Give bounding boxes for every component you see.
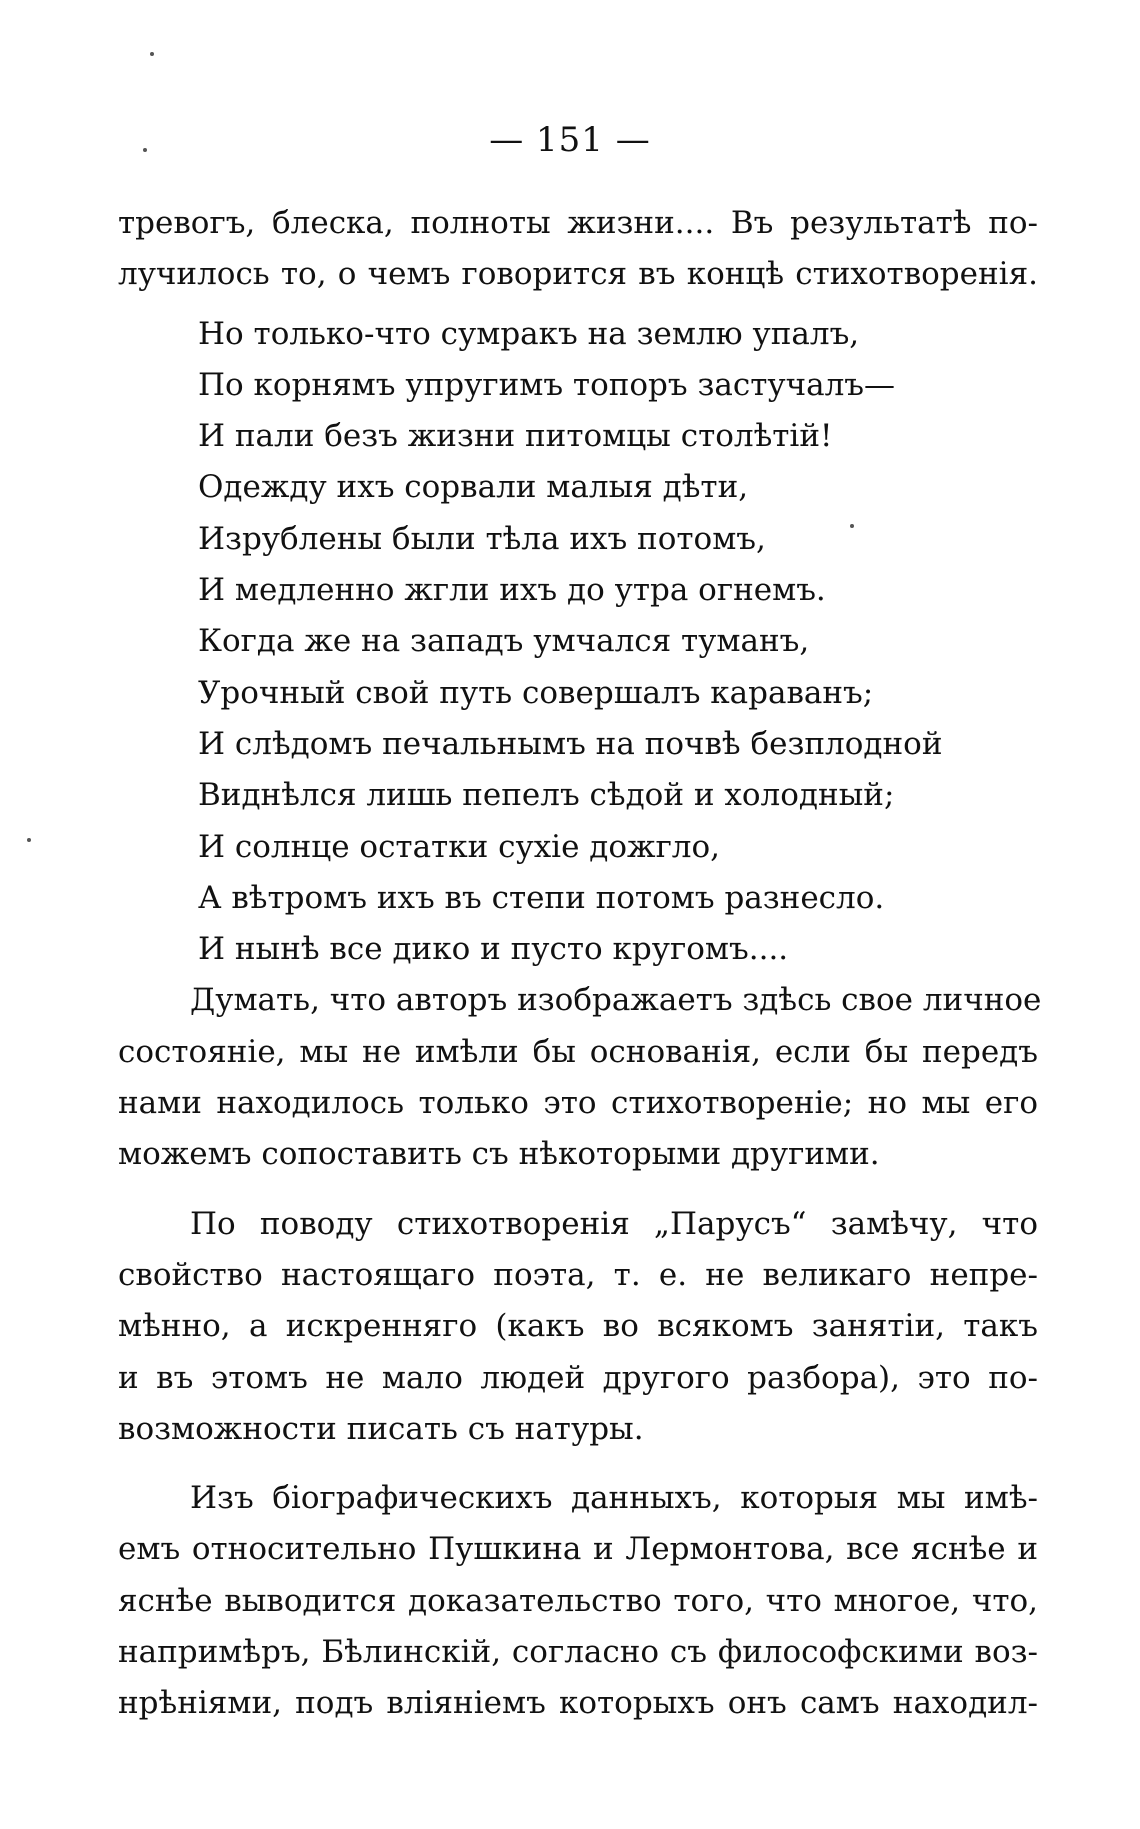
verse-line: Изрублены были тѣла ихъ потомъ,: [198, 520, 766, 557]
text-line: лучилось то, о чемъ говорится въ концѣ стихотворенія.: [118, 256, 1038, 293]
text-line: и въ этомъ не мало людей другого разбора), это по-: [118, 1359, 1038, 1396]
verse-line: И пали безъ жизни питомцы столѣтій!: [198, 418, 833, 455]
verse-line: Одежду ихъ сорвали малыя дѣти,: [198, 469, 749, 506]
text-line: нами находилось только это стихотвореніе; но мы его: [118, 1085, 1038, 1122]
verse-line: Урочный свой путь совершалъ караванъ;: [198, 674, 874, 711]
text-line: Изъ біографическихъ данныхъ, которыя мы имѣ-: [190, 1480, 1038, 1517]
verse-line: Но только-что сумракъ на землю упалъ,: [198, 315, 860, 352]
text-line: мѣнно, а искренняго (какъ во всякомъ занятіи, такъ: [118, 1308, 1038, 1345]
text-line: состояніе, мы не имѣли бы основанія, если бы передъ: [118, 1033, 1038, 1070]
paragraph: [118, 975, 1042, 1180]
text-line: можемъ сопоставить съ нѣкоторыми другими.: [118, 1136, 880, 1173]
scan-speck: [150, 52, 154, 56]
text-line: свойство настоящаго поэта, т. е. не великаго непре-: [118, 1256, 1038, 1293]
text-line: напримѣръ, Бѣлинскій, согласно съ философскими воз-: [118, 1634, 1038, 1671]
paragraph-continued: [118, 198, 1038, 301]
text-line: яснѣе выводится доказательство того, что многое, что,: [118, 1582, 1038, 1619]
verse-line: И медленно жгли ихъ до утра огнемъ.: [198, 572, 826, 609]
text-line: возможности писать съ натуры.: [118, 1410, 644, 1447]
paragraph: [118, 1199, 1038, 1455]
paragraph-gap: [118, 1455, 1038, 1473]
page-number: — 151 —: [489, 120, 651, 160]
text-line: нрѣніями, подъ вліяніемъ которыхъ онъ самъ находил-: [118, 1685, 1038, 1722]
verse-line: И нынѣ все дико и пусто кругомъ....: [198, 931, 789, 968]
verse-line: И слѣдомъ печальнымъ на почвѣ безплодной: [198, 725, 943, 762]
verse-line: И солнце остатки сухіе дожгло,: [198, 828, 721, 865]
verse-line: По корнямъ упругимъ топоръ застучалъ—: [198, 366, 896, 403]
scan-speck: [27, 838, 31, 842]
verse-line: Виднѣлся лишь пепелъ сѣдой и холодный;: [198, 777, 895, 814]
paragraph-gap: [118, 1181, 1038, 1199]
paragraph: [118, 1473, 1038, 1729]
verse-line: А вѣтромъ ихъ въ степи потомъ разнесло.: [198, 879, 885, 916]
scan-speck: [143, 148, 147, 152]
scan-speck: [850, 524, 854, 528]
text-line: емъ относительно Пушкина и Лермонтова, все яснѣе и: [118, 1531, 1038, 1568]
verse-quotation: [118, 309, 1038, 976]
verse-line: Когда же на западъ умчался туманъ,: [198, 623, 810, 660]
text-line: По поводу стихотворенія „Парусъ“ замѣчу, что: [190, 1205, 1038, 1242]
page-body: [118, 198, 1042, 1730]
text-line: Думать, что авторъ изображаетъ здѣсь свое личное: [190, 982, 1042, 1019]
text-line: тревогъ, блеска, полноты жизни.... Въ результатѣ по-: [118, 205, 1038, 241]
